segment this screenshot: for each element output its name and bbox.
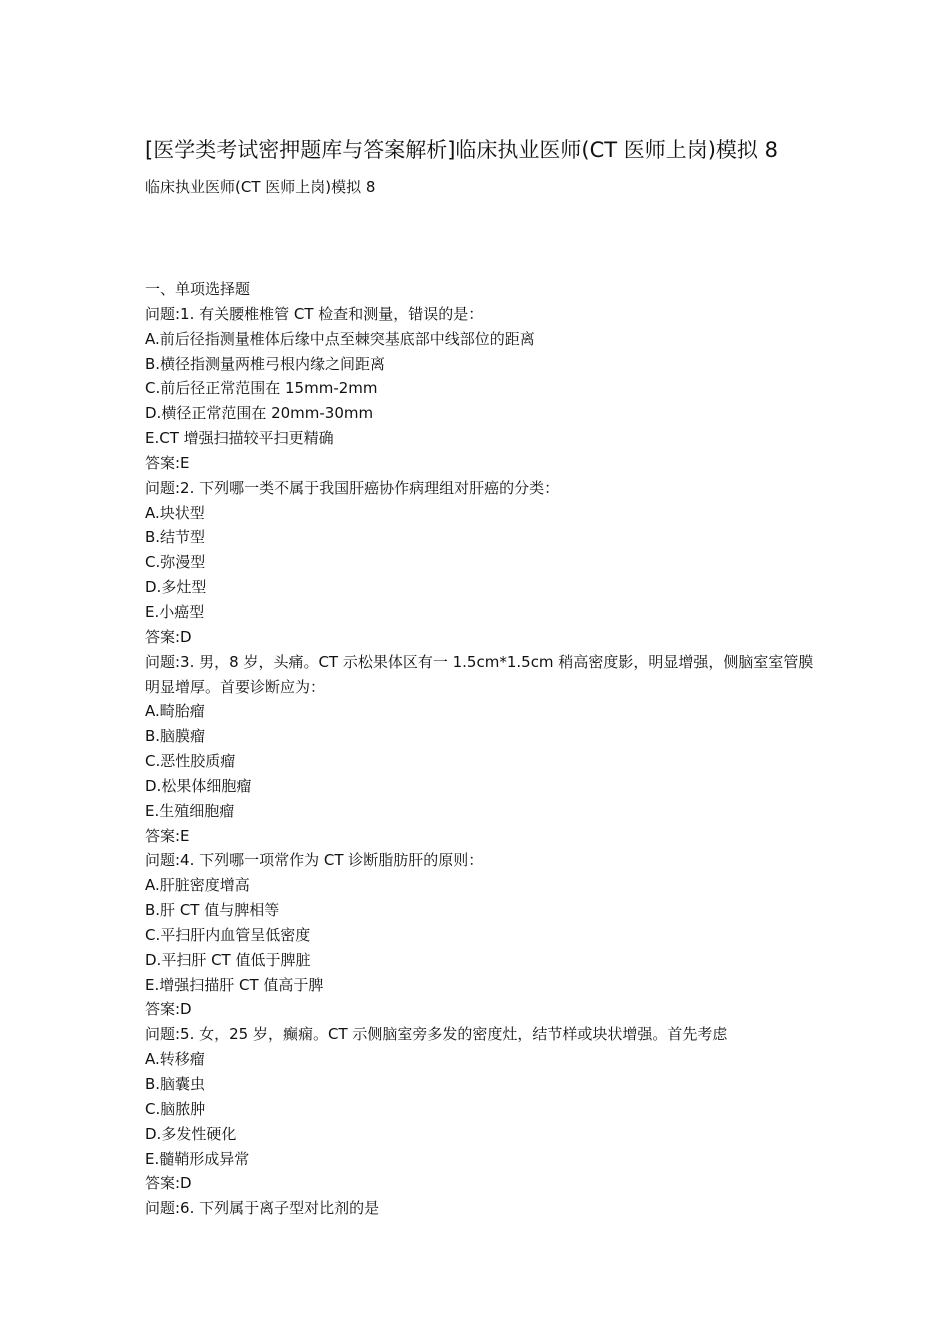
option-a: A.转移瘤 (145, 1050, 205, 1069)
option-b: B.横径指测量两椎弓根内缘之间距离 (145, 354, 386, 373)
option-e: E.增强扫描肝 CT 值高于脾 (145, 975, 324, 994)
option-c: C.恶性胶质瘤 (145, 752, 236, 771)
question-stem: 问题:6. 下列属于离子型对比剂的是 (145, 1199, 380, 1218)
question-3 (145, 650, 825, 849)
answer: 答案:D (145, 1174, 192, 1193)
question-4 (145, 848, 825, 1022)
option-e: E.CT 增强扫描较平扫更精确 (145, 429, 334, 448)
answer: 答案:D (145, 1000, 192, 1019)
answer: 答案:E (145, 826, 190, 845)
option-a: A.前后径指测量椎体后缘中点至棘突基底部中线部位的距离 (145, 329, 535, 348)
option-d: D.平扫肝 CT 值低于脾脏 (145, 950, 311, 969)
option-a: A.畸胎瘤 (145, 702, 205, 721)
option-b: B.脑囊虫 (145, 1075, 206, 1093)
option-b: B.肝 CT 值与脾相等 (145, 901, 280, 920)
question-section (145, 277, 825, 1221)
question-stem: 问题:4. 下列哪一项常作为 CT 诊断脂肪肝的原则： (145, 851, 484, 870)
option-d: D.横径正常范围在 20mm-30mm (145, 404, 374, 423)
question-stem: 问题:1. 有关腰椎椎管 CT 检查和测量，错误的是： (145, 304, 484, 323)
question-stem: 问题:2. 下列哪一类不属于我国肝癌协作病理组对肝癌的分类： (145, 478, 560, 497)
option-c: C.脑脓肿 (145, 1099, 206, 1118)
answer: 答案:E (145, 453, 190, 472)
option-a: A.块状型 (145, 503, 205, 522)
option-d: D.松果体细胞瘤 (145, 776, 252, 795)
question-stem: 问题:3. 男，8 岁，头痛。CT 示松果体区有一 1.5cm*1.5cm 稍高密度影，明显增强，侧脑室室管膜明显增厚。首要诊断应为： (145, 652, 814, 696)
option-b: B.脑膜瘤 (145, 727, 206, 746)
option-e: E.髓鞘形成异常 (145, 1149, 250, 1168)
option-e: E.小癌型 (145, 602, 205, 621)
option-c: C.弥漫型 (145, 553, 206, 572)
document-subtitle: 临床执业医师(CT 医师上岗)模拟 8 (145, 178, 376, 196)
document-title: [医学类考试密押题库与答案解析]临床执业医师(CT 医师上岗)模拟 8 (145, 138, 778, 162)
option-b: B.结节型 (145, 528, 206, 547)
option-e: E.生殖细胞瘤 (145, 801, 235, 820)
question-1 (145, 302, 825, 476)
option-d: D.多灶型 (145, 578, 207, 597)
answer: 答案:D (145, 627, 192, 646)
document-page (145, 132, 825, 1221)
option-d: D.多发性硬化 (145, 1124, 237, 1143)
question-5 (145, 1022, 825, 1196)
question-6 (145, 1196, 825, 1221)
option-c: C.平扫肝内血管呈低密度 (145, 925, 311, 944)
section-heading: 一、单项选择题 (145, 280, 251, 298)
question-stem: 问题:5. 女，25 岁，癫痫。CT 示侧脑室旁多发的密度灶，结节样或块状增强。首先考虑 (145, 1025, 728, 1044)
question-2 (145, 476, 825, 650)
option-c: C.前后径正常范围在 15mm-2mm (145, 379, 378, 398)
option-a: A.肝脏密度增高 (145, 876, 250, 895)
